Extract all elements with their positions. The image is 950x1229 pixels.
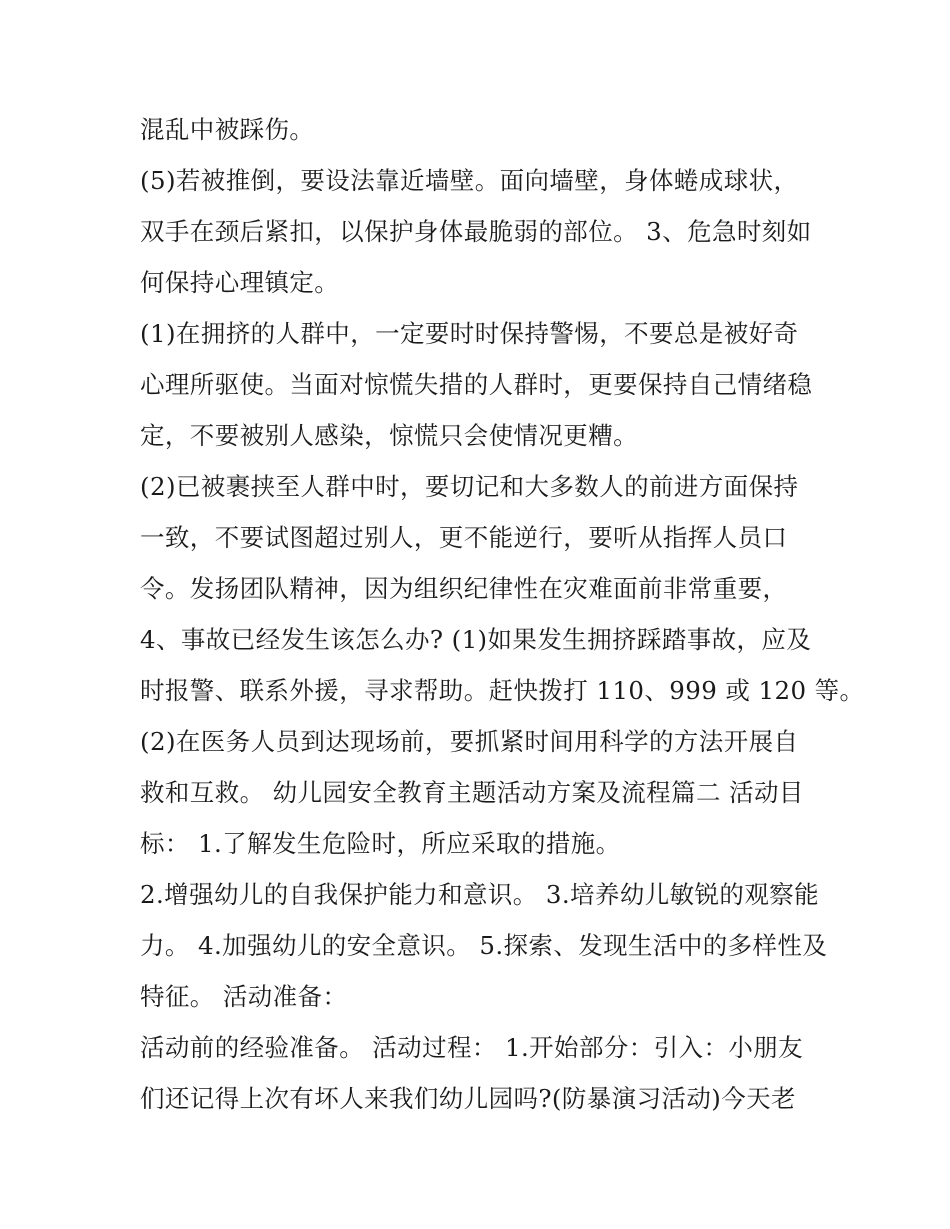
text-line: (1)在拥挤的人群中，一定要时时保持警惕，不要总是被好奇 bbox=[140, 319, 799, 348]
text-line: 们还记得上次有坏人来我们幼儿园吗?(防暴演习活动)今天老 bbox=[140, 1084, 796, 1113]
text-line: 4、事故已经发生该怎么办? (1)如果发生拥挤踩踏事故，应及 bbox=[140, 625, 812, 654]
text-line: 混乱中被踩伤。 bbox=[140, 115, 315, 144]
text-line: 何保持心理镇定。 bbox=[140, 268, 340, 297]
document-body bbox=[140, 104, 865, 1124]
text-line: 令。发扬团队精神，因为组织纪律性在灾难面前非常重要， bbox=[140, 574, 788, 603]
text-line: (2)在医务人员到达现场前，要抓紧时间用科学的方法开展自 bbox=[140, 727, 799, 756]
text-line: 2.增强幼儿的自我保护能力和意识。 3.培养幼儿敏锐的观察能 bbox=[140, 880, 820, 909]
text-line: 双手在颈后紧扣，以保护身体最脆弱的部位。 3、危急时刻如 bbox=[140, 217, 812, 246]
text-line: (2)已被裹挟至人群中时，要切记和大多数人的前进方面保持 bbox=[140, 472, 799, 501]
text-line: 时报警、联系外援，寻求帮助。赶快拨打 110、999 或 120 等。 bbox=[140, 676, 865, 705]
text-line: (5)若被推倒，要设法靠近墙壁。面向墙壁，身体蜷成球状， bbox=[140, 166, 799, 195]
text-line: 一致，不要试图超过别人，更不能逆行，要听从指挥人员口 bbox=[140, 523, 788, 552]
text-line: 力。 4.加强幼儿的安全意识。 5.探索、发现生活中的多样性及 bbox=[140, 931, 828, 960]
text-line: 标： 1.了解发生危险时，所应采取的措施。 bbox=[140, 829, 621, 858]
text-line: 活动前的经验准备。 活动过程： 1.开始部分：引入：小朋友 bbox=[140, 1033, 804, 1062]
text-line: 定，不要被别人感染，惊慌只会使情况更糟。 bbox=[140, 421, 638, 450]
text-line: 心理所驱使。当面对惊慌失措的人群时，更要保持自己情绪稳 bbox=[140, 370, 813, 399]
text-line: 救和互救。 幼儿园安全教育主题活动方案及流程篇二 活动目 bbox=[140, 778, 804, 807]
text-line: 特征。 活动准备： bbox=[140, 982, 348, 1011]
